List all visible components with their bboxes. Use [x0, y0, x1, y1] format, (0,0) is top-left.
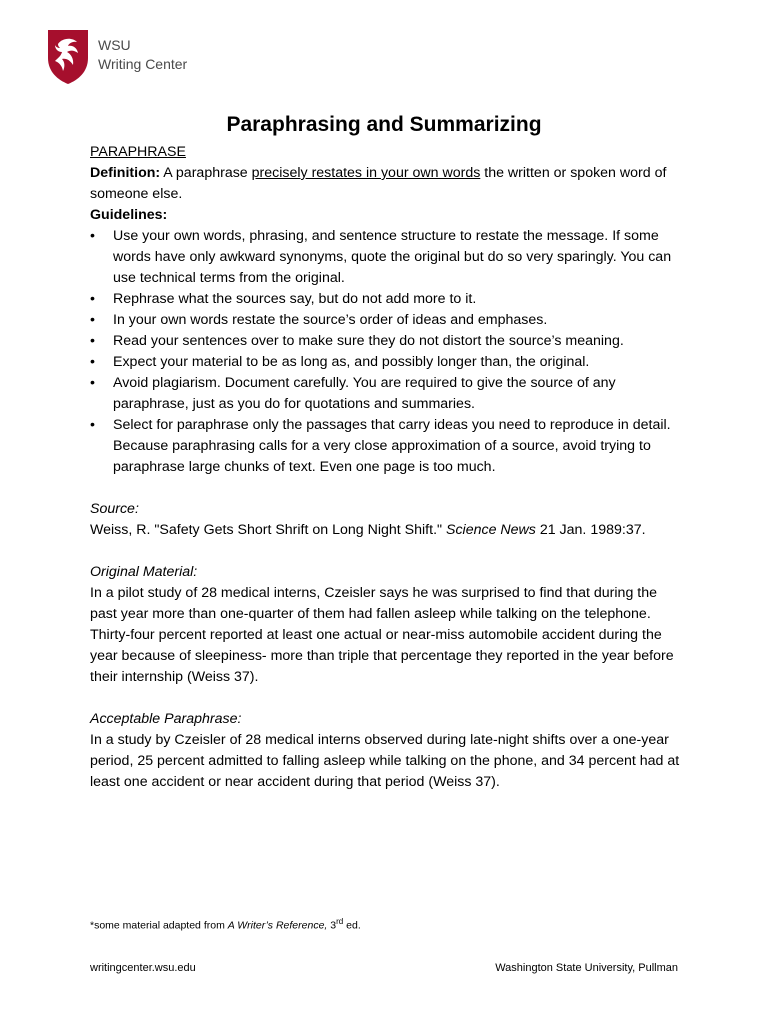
guideline-item: • Use your own words, phrasing, and sentence structure to restate the message. If some words have only awkward synonyms, quote the original but do so very sparingly. You can use technical terms from the original.	[90, 226, 680, 289]
citation-before: Weiss, R. "Safety Gets Short Shrift on Long Night Shift."	[90, 522, 446, 538]
guideline-item: • Rephrase what the sources say, but do not add more to it.	[90, 289, 680, 310]
section-heading: PARAPHRASE	[90, 144, 186, 160]
guidelines-list	[90, 226, 680, 478]
page-title: Paraphrasing and Summarizing	[226, 113, 542, 136]
footer-institution: Washington State University, Pullman	[495, 962, 678, 974]
acceptable-paraphrase-label: Acceptable Paraphrase:	[90, 711, 242, 727]
original-material-text: In a pilot study of 28 medical interns, Czeisler says he was surprised to find that during the past year more than one-quarter of them had fallen asleep while talking on the telephone. Thirty-four percent reported at least one actual or near-miss automobile accident during the year because of sleepiness- more than triple that percentage they reported in the year before their internship (Weiss 37).	[90, 585, 674, 685]
guideline-item: • In your own words restate the source’s order of ideas and emphases.	[90, 310, 680, 331]
source-citation	[90, 520, 680, 541]
source-label: Source:	[90, 501, 139, 517]
definition-paragraph	[90, 163, 680, 205]
guideline-item: • Read your sentences over to make sure they do not distort the source’s meaning.	[90, 331, 680, 352]
definition-underlined: precisely restates in your own words	[251, 165, 481, 181]
footnote	[90, 917, 361, 932]
acceptable-paraphrase-block	[90, 709, 680, 793]
definition-text-before: A paraphrase	[160, 165, 252, 181]
footer-website: writingcenter.wsu.edu	[90, 962, 196, 974]
footnote-after: ed.	[343, 919, 361, 932]
guideline-item: • Select for paraphrase only the passages that carry ideas you need to reproduce in detail. Because paraphrasing calls for a very close approximation of a source, avoid trying to paraphrase large chunks of text. Even one page is too much.	[90, 415, 680, 478]
footnote-edition: 3	[327, 919, 337, 932]
source-block	[90, 499, 680, 541]
wsu-writing-center-logo	[46, 28, 206, 88]
original-material-label: Original Material:	[90, 564, 198, 580]
footnote-before: *some material adapted from	[90, 919, 228, 932]
acceptable-paraphrase-text: In a study by Czeisler of 28 medical interns observed during late-night shifts over a one-year period, 25 percent admitted to falling asleep while talking on the phone, and 34 percent had at least one accident or near accident during that period (Weiss 37).	[90, 732, 680, 790]
guidelines-label: Guidelines:	[90, 207, 168, 223]
cougar-shield-icon	[46, 28, 90, 86]
definition-label: Definition:	[90, 165, 161, 181]
document-body	[90, 142, 680, 793]
logo-line-wsu: WSU	[98, 37, 131, 53]
guideline-item: • Expect your material to be as long as, and possibly longer than, the original.	[90, 352, 680, 373]
citation-after: 21 Jan. 1989:37.	[535, 522, 646, 538]
guideline-item: • Avoid plagiarism. Document carefully. You are required to give the source of any paraphrase, just as you do for quotations and summaries.	[90, 373, 680, 415]
footnote-book-title: A Writer’s Reference,	[227, 919, 328, 932]
footnote-edition-suffix: rd	[336, 917, 344, 926]
logo-line-writing-center: Writing Center	[98, 56, 188, 72]
original-material-block	[90, 562, 680, 688]
definition-text-after: the written or spoken word of someone else.	[90, 165, 667, 202]
citation-journal: Science News	[445, 522, 536, 538]
